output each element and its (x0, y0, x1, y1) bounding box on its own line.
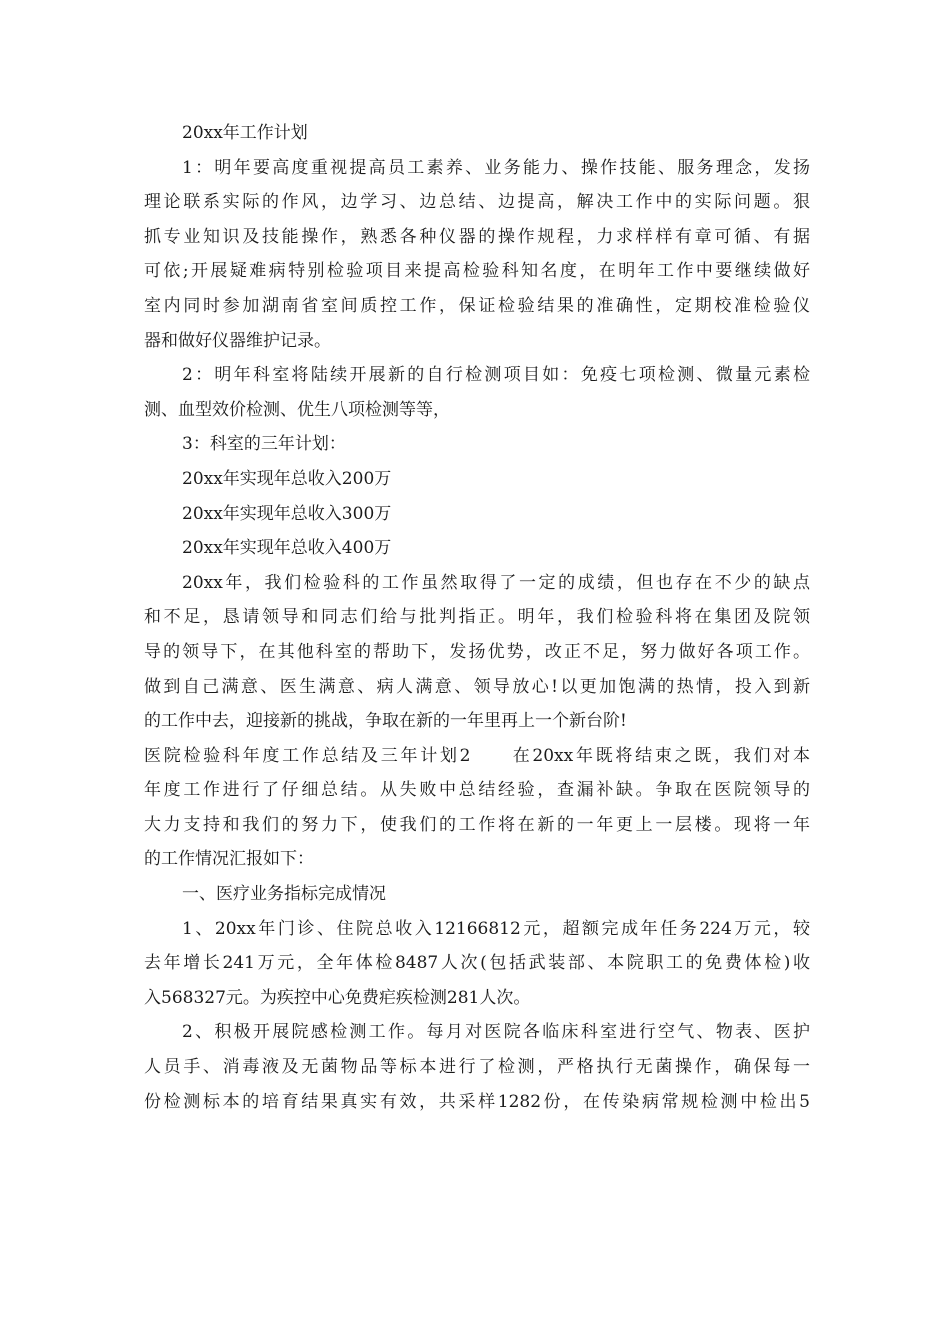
text-line: 的工作中去，迎接新的挑战，争取在新的一年里再上一个新台阶! (144, 711, 627, 732)
text-line: 医院检验科年度工作总结及三年计划2 在20xx年既将结束之既，我们对本 (144, 745, 810, 766)
text-line: 20xx年实现年总收入300万 (182, 503, 392, 524)
text-line: 1、20xx年门诊、住院总收入12166812元，超额完成年任务224万元，较 (182, 918, 810, 939)
text-line: 一、医疗业务指标完成情况 (182, 884, 386, 905)
text-line: 导的领导下，在其他科室的帮助下，发扬优势，改正不足，努力做好各项工作。 (144, 641, 810, 662)
text-line: 可依;开展疑难病特别检验项目来提高检验科知名度，在明年工作中要继续做好 (144, 261, 810, 282)
text-line: 年度工作进行了仔细总结。从失败中总结经验，查漏补缺。争取在医院领导的 (144, 780, 810, 801)
text-line: 抓专业知识及技能操作，熟悉各种仪器的操作规程，力求样样有章可循、有据 (144, 226, 810, 247)
text-line: 人员手、消毒液及无菌物品等标本进行了检测，严格执行无菌操作，确保每一 (144, 1057, 810, 1078)
text-line: 1：明年要高度重视提高员工素养、业务能力、操作技能、服务理念，发扬 (182, 157, 810, 178)
text-line: 的工作情况汇报如下： (144, 849, 314, 870)
text-line: 20xx年工作计划 (182, 123, 308, 143)
text-line: 20xx年，我们检验科的工作虽然取得了一定的成绩，但也存在不少的缺点 (182, 572, 810, 593)
text-line: 份检测标本的培育结果真实有效，共采样1282份，在传染病常规检测中检出5 (144, 1091, 810, 1112)
text-line: 器和做好仪器维护记录。 (144, 330, 331, 351)
text-line: 入568327元。为疾控中心免费疟疾检测281人次。 (144, 987, 531, 1008)
text-line: 20xx年实现年总收入200万 (182, 468, 392, 489)
text-line: 和不足，恳请领导和同志们给与批判指正。明年，我们检验科将在集团及院领 (144, 607, 810, 628)
text-line: 大力支持和我们的努力下，使我们的工作将在新的一年更上一层楼。现将一年 (144, 814, 810, 835)
text-line: 做到自己满意、医生满意、病人满意、领导放心!以更加饱满的热情，投入到新 (144, 676, 810, 697)
text-line: 2、积极开展院感检测工作。每月对医院各临床科室进行空气、物表、医护 (182, 1022, 810, 1043)
text-line: 理论联系实际的作风，边学习、边总结、边提高，解决工作中的实际问题。狠 (144, 192, 810, 213)
text-line: 去年增长241万元，全年体检8487人次(包括武装部、本院职工的免费体检)收 (144, 953, 810, 974)
text-line: 2：明年科室将陆续开展新的自行检测项目如：免疫七项检测、微量元素检 (182, 365, 810, 386)
text-line: 测、血型效价检测、优生八项检测等等， (144, 399, 450, 420)
text-line: 3：科室的三年计划： (182, 434, 346, 455)
document-page (144, 116, 810, 1119)
text-line: 室内同时参加湖南省室间质控工作，保证检验结果的准确性，定期校准检验仪 (144, 295, 810, 316)
text-line: 20xx年实现年总收入400万 (182, 538, 392, 559)
